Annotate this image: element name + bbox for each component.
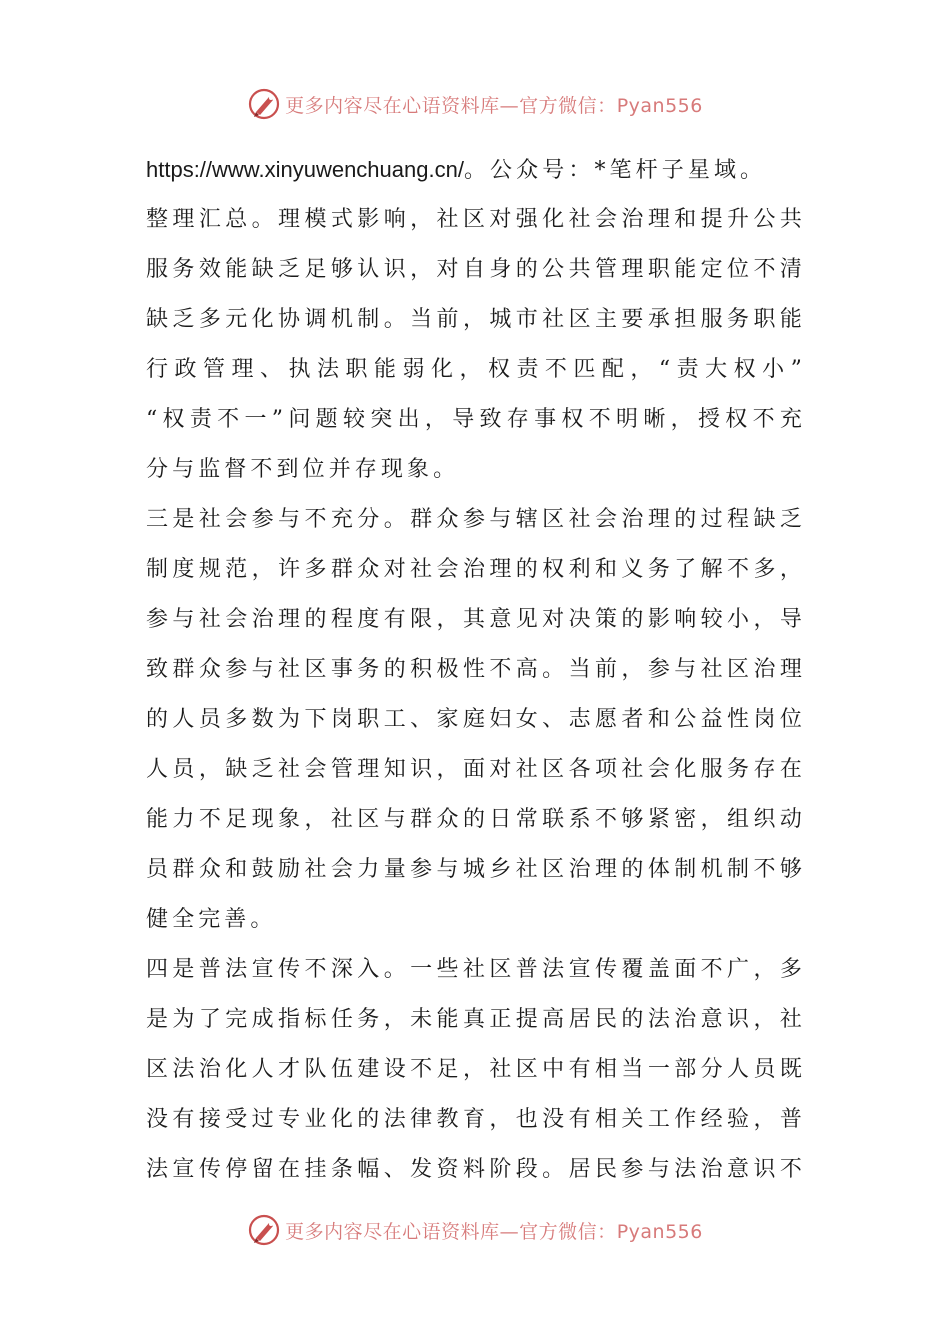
- banner-main-text: 更多内容尽在心语资料库: [285, 94, 500, 117]
- text-line: 制度规范，许多群众对社会治理的权利和义务了解不多，: [146, 557, 806, 582]
- text-line: 法宣传停留在挂条幅、发资料阶段。居民参与法治意识不: [146, 1157, 806, 1182]
- text-line: 员群众和鼓励社会力量参与城乡社区治理的体制机制不够: [146, 857, 806, 882]
- text-line: 能力不足现象，社区与群众的日常联系不够紧密，组织动: [146, 807, 806, 832]
- text-line: 的人员多数为下岗职工、家庭妇女、志愿者和公益性岗位: [146, 707, 806, 732]
- pen-logo-icon: [247, 1213, 281, 1247]
- banner-label: 官方微信：: [519, 1220, 617, 1243]
- text-line: 整理汇总。理模式影响，社区对强化社会治理和提升公共: [146, 207, 806, 232]
- text-line: 没有接受过专业化的法律教育，也没有相关工作经验，普: [146, 1107, 806, 1132]
- text-line: “权责不一”问题较突出，导致存事权不明晰，授权不充: [146, 407, 806, 432]
- footer-watermark-banner: [0, 1210, 950, 1250]
- banner-wechat-id: Pyan556: [616, 94, 703, 117]
- text-line: 缺乏多元化协调机制。当前，城市社区主要承担服务职能: [146, 307, 806, 332]
- pen-logo-icon: [247, 87, 281, 121]
- text-line: 参与社会治理的程度有限，其意见对决策的影响较小，导: [146, 607, 806, 632]
- text-line: 分与监督不到位并存现象。: [146, 457, 460, 482]
- header-watermark-banner: [0, 84, 950, 124]
- text-line: 区法治化人才队伍建设不足，社区中有相当一部分人员既: [146, 1057, 806, 1082]
- text-line: 健全完善。: [146, 907, 277, 932]
- document-body: [146, 145, 806, 1195]
- text-line: 服务效能缺乏足够认识，对自身的公共管理职能定位不清: [146, 257, 806, 282]
- banner-main-text: 更多内容尽在心语资料库: [285, 1220, 500, 1243]
- text-line-0: https://www.xinyuwenchuang.cn/。公众号：*笔杆子星域。: [146, 157, 767, 183]
- text-line: 四是普法宣传不深入。一些社区普法宣传覆盖面不广，多: [146, 957, 806, 982]
- banner-dash: —: [499, 1220, 520, 1243]
- text-line: 三是社会参与不充分。群众参与辖区社会治理的过程缺乏: [146, 507, 806, 532]
- text-line: 是为了完成指标任务，未能真正提高居民的法治意识，社: [146, 1007, 806, 1032]
- banner-label: 官方微信：: [519, 94, 617, 117]
- text-line: 致群众参与社区事务的积极性不高。当前，参与社区治理: [146, 657, 806, 682]
- website-link[interactable]: https://www.xinyuwenchuang.cn/: [146, 157, 464, 182]
- text-line: 人员，缺乏社会管理知识，面对社区各项社会化服务存在: [146, 757, 806, 782]
- banner-wechat-id: Pyan556: [616, 1220, 703, 1243]
- banner-dash: —: [499, 94, 520, 117]
- text-line: 行政管理、执法职能弱化，权责不匹配，“责大权小”: [146, 357, 806, 382]
